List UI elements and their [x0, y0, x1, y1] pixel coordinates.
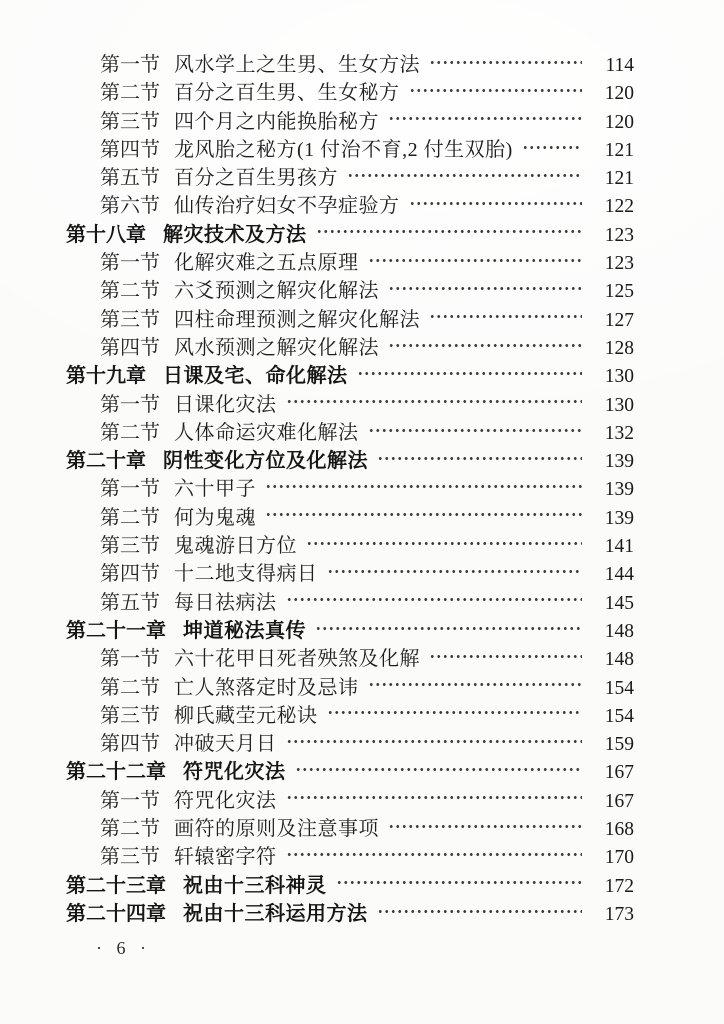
entry-page: 139	[604, 451, 634, 473]
entry-title: 六十花甲日死者殃煞及化解	[174, 648, 420, 671]
dot-leader	[377, 455, 582, 462]
entry-page: 121	[604, 139, 634, 161]
entry-title: 坤道秘法真传	[183, 619, 306, 642]
toc-entry	[66, 388, 634, 416]
entry-page: 159	[604, 734, 634, 756]
entry-page: 145	[604, 592, 634, 614]
toc-entry	[66, 699, 634, 727]
entry-title: 日课化灾法	[174, 393, 277, 416]
toc-entry	[66, 557, 634, 585]
toc-entry	[66, 303, 634, 331]
dot-leader	[327, 709, 583, 716]
dot-leader	[315, 625, 582, 632]
entry-title: 仙传治疗妇女不孕症验方	[174, 195, 400, 218]
entry-title: 日课及宅、命化解法	[163, 365, 348, 388]
entry-label: 第五节	[100, 591, 160, 614]
entry-title: 冲破天月日	[174, 733, 277, 756]
entry-label: 第十八章	[66, 223, 146, 246]
entry-title: 十二地支得病日	[174, 563, 318, 586]
entry-page: 148	[604, 649, 634, 671]
entry-label: 第三节	[100, 846, 160, 869]
dot-leader	[357, 370, 583, 377]
entry-title: 百分之百生男、生女秘方	[174, 82, 400, 105]
entry-page: 127	[604, 309, 634, 331]
entry-label: 第一节	[100, 252, 160, 275]
entry-page: 139	[604, 479, 634, 501]
entry-title: 六爻预测之解灾化解法	[174, 280, 379, 303]
entry-title: 化解灾难之五点原理	[174, 252, 359, 275]
dot-leader	[429, 653, 582, 660]
dot-leader	[286, 596, 583, 603]
entry-page: 128	[604, 337, 634, 359]
entry-page: 132	[604, 422, 634, 444]
entry-label: 第三节	[100, 110, 160, 133]
entry-page: 123	[604, 253, 634, 275]
dot-leader	[409, 87, 583, 94]
toc-entry	[66, 246, 634, 274]
dot-leader	[347, 172, 582, 179]
entry-title: 符咒化灾法	[183, 761, 286, 784]
entry-title: 画符的原则及注意事项	[174, 818, 379, 841]
dot-leader	[286, 851, 583, 858]
entry-label: 第二节	[100, 421, 160, 444]
entry-title: 龙风胎之秘方(1 付治不育,2 付生双胎)	[174, 138, 513, 161]
toc-entry	[66, 671, 634, 699]
entry-label: 第三节	[100, 535, 160, 558]
entry-label: 第四节	[100, 336, 160, 359]
entry-title: 风水学上之生男、生女方法	[174, 54, 420, 76]
entry-page: 130	[604, 394, 634, 416]
dot-leader	[265, 483, 582, 490]
entry-page: 122	[604, 196, 634, 218]
dot-leader	[327, 568, 583, 575]
toc-entry	[66, 444, 634, 472]
toc-entry	[66, 586, 634, 614]
toc-entry	[66, 614, 634, 642]
entry-label: 第一节	[100, 648, 160, 671]
dot-leader	[388, 823, 582, 830]
toc-entry	[66, 755, 634, 783]
entry-title: 轩辕密字符	[174, 846, 277, 869]
dot-leader	[409, 200, 583, 207]
entry-label: 第四节	[100, 138, 160, 161]
entry-title: 祝由十三科运用方法	[183, 902, 368, 925]
entry-title: 四个月之内能换胎秘方	[174, 110, 379, 133]
entry-page: 173	[604, 903, 634, 925]
entry-label: 第四节	[100, 563, 160, 586]
entry-page: 167	[604, 790, 634, 812]
toc-entry	[66, 274, 634, 302]
entry-label: 第二十一章	[66, 619, 166, 642]
entry-title: 阴性变化方位及化解法	[163, 450, 368, 473]
entry-title: 每日祛病法	[174, 591, 277, 614]
entry-title: 风水预测之解灾化解法	[174, 336, 379, 359]
dot-leader	[295, 766, 583, 773]
entry-page: 123	[604, 224, 634, 246]
entry-label: 第三节	[100, 308, 160, 331]
entry-label: 第二节	[100, 506, 160, 529]
entry-title: 符咒化灾法	[174, 789, 277, 812]
entry-label: 第五节	[100, 167, 160, 190]
dot-leader	[286, 398, 583, 405]
entry-title: 六十甲子	[174, 478, 256, 501]
toc-entry	[66, 218, 634, 246]
toc-entry	[66, 869, 634, 897]
dot-leader	[368, 427, 583, 434]
toc-entry	[66, 76, 634, 104]
entry-page: 130	[604, 366, 634, 388]
entry-label: 第二节	[100, 82, 160, 105]
entry-title: 百分之百生男孩方	[174, 167, 338, 190]
toc-entry	[66, 812, 634, 840]
toc-entry	[66, 840, 634, 868]
dot-leader	[368, 681, 583, 688]
toc-entry	[66, 416, 634, 444]
entry-page: 148	[604, 620, 634, 642]
entry-label: 第二十二章	[66, 761, 166, 784]
toc-list	[66, 48, 634, 925]
entry-title: 人体命运灾难化解法	[174, 421, 359, 444]
entry-page: 120	[604, 83, 634, 105]
entry-page: 168	[604, 819, 634, 841]
footer-page-number: · 6 ·	[96, 938, 151, 958]
entry-label: 第二节	[100, 280, 160, 303]
dot-leader	[306, 540, 582, 547]
entry-title: 四柱命理预测之解灾化解法	[174, 308, 420, 331]
toc-entry	[66, 133, 634, 161]
entry-page: 139	[604, 507, 634, 529]
entry-label: 第二十三章	[66, 874, 166, 897]
dot-leader	[286, 738, 583, 745]
dot-leader	[286, 794, 583, 801]
toc-entry	[66, 472, 634, 500]
dot-leader	[336, 879, 583, 886]
entry-label: 第四节	[100, 733, 160, 756]
toc-entry	[66, 897, 634, 925]
toc-entry	[66, 784, 634, 812]
dot-leader	[368, 257, 583, 264]
entry-title: 鬼魂游日方位	[174, 535, 297, 558]
toc-entry	[66, 189, 634, 217]
entry-page: 114	[605, 55, 634, 76]
entry-page: 125	[604, 281, 634, 303]
entry-page: 144	[604, 564, 634, 586]
entry-label: 第一节	[100, 789, 160, 812]
entry-title: 何为鬼魂	[174, 506, 256, 529]
toc-entry	[66, 105, 634, 133]
entry-label: 第十九章	[66, 365, 146, 388]
entry-page: 120	[604, 111, 634, 133]
toc-entry	[66, 727, 634, 755]
dot-leader	[388, 285, 582, 292]
entry-page: 167	[604, 762, 634, 784]
entry-title: 柳氏藏茔元秘诀	[174, 704, 318, 727]
entry-label: 第一节	[100, 54, 160, 76]
dot-leader	[316, 228, 583, 235]
toc-entry	[66, 48, 634, 76]
toc-entry	[66, 331, 634, 359]
entry-label: 第三节	[100, 704, 160, 727]
dot-leader	[429, 313, 582, 320]
dot-leader	[388, 342, 582, 349]
entry-label: 第一节	[100, 478, 160, 501]
entry-page: 121	[604, 168, 634, 190]
entry-label: 第二十四章	[66, 902, 166, 925]
entry-page: 170	[604, 847, 634, 869]
dot-leader	[388, 115, 582, 122]
entry-title: 亡人煞落定时及忌讳	[174, 676, 359, 699]
entry-label: 第二节	[100, 676, 160, 699]
entry-title: 解灾技术及方法	[163, 223, 307, 246]
toc-entry	[66, 642, 634, 670]
toc-entry	[66, 501, 634, 529]
entry-page: 141	[604, 536, 634, 558]
dot-leader	[522, 144, 582, 151]
entry-label: 第二节	[100, 818, 160, 841]
toc-entry	[66, 161, 634, 189]
toc-entry	[66, 529, 634, 557]
entry-page: 154	[604, 705, 634, 727]
toc-entry	[66, 359, 634, 387]
entry-label: 第六节	[100, 195, 160, 218]
dot-leader	[265, 511, 582, 518]
entry-title: 祝由十三科神灵	[183, 874, 327, 897]
dot-leader	[377, 908, 583, 915]
entry-page: 154	[604, 677, 634, 699]
entry-label: 第二十章	[66, 450, 146, 473]
entry-label: 第一节	[100, 393, 160, 416]
dot-leader	[429, 59, 582, 66]
entry-page: 172	[604, 875, 634, 897]
